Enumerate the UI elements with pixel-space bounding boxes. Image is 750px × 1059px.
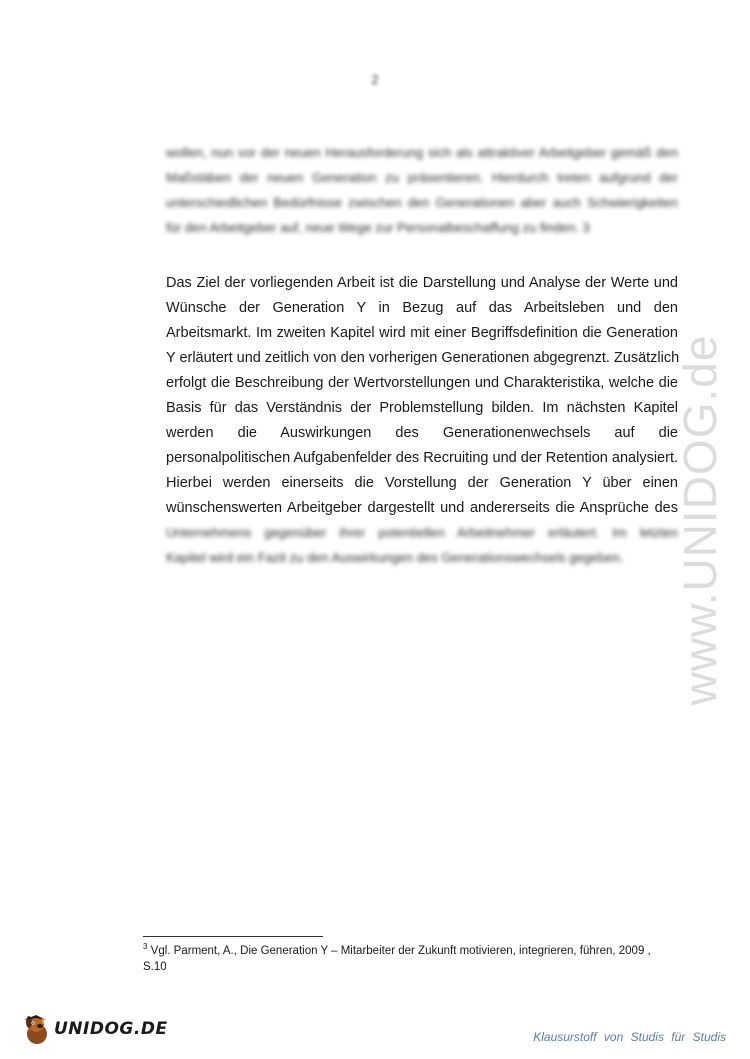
main-paragraph-line: Arbeitsmarkt. Im zweiten Kapitel wird mit einer Begriffsdefinition die Generation: [166, 325, 678, 341]
footnote-line-2: S.10: [143, 961, 167, 973]
logo-text: UNIDOG.DE: [54, 1019, 168, 1039]
page-number: 2: [371, 72, 379, 87]
main-paragraph-line: Hierbei werden einerseits die Vorstellung der Generation Y über einen: [166, 475, 678, 491]
main-paragraph: [166, 271, 678, 521]
blurred-tail-paragraph: [166, 520, 678, 570]
footnote-line-1: Vgl. Parment, A., Die Generation Y – Mitarbeiter der Zukunft motivieren, integrieren, führen, 2009 ,: [150, 945, 651, 957]
main-paragraph-line: werden die Auswirkungen des Generationenwechsels auf die: [166, 425, 678, 441]
blurred-tail-line: Unternehmens gegenüber ihrer potentiellen Arbeitnehmer erläutert. Im letzten: [166, 525, 678, 540]
main-paragraph-line: Basis für das Verständnis der Problemstellung bilden. Im nächsten Kapitel: [166, 400, 678, 416]
main-paragraph-line: wünschenswerten Arbeitgeber dargestellt und andererseits die Ansprüche des: [166, 500, 678, 516]
footer-tagline: Klausurstoff von Studis für Studis: [533, 1030, 726, 1044]
main-paragraph-line: erfolgt die Beschreibung der Wertvorstellungen und Charakteristika, welche die: [166, 375, 678, 391]
blurred-tail-line: Kapitel wird ein Fazit zu den Auswirkungen des Generationswechsels gegeben.: [166, 550, 624, 565]
blurred-intro-paragraph: wollen, nun vor der neuen Herausforderung sich als attraktiver Arbeitgeber gemäß den Maßstäben der neuen Generation zu präsentieren. Hierdurch treten aufgrund der unterschiedlichen Bedürfnisse zwischen den Generationen aber auch Schwierigkeiten für den Arbeitgeber auf, neue Wege zur Personalbeschaffung zu finden. 3: [166, 145, 678, 235]
footnote-marker: 3: [143, 942, 148, 952]
footnote: [143, 943, 688, 975]
footnote-rule: [143, 936, 323, 937]
main-paragraph-line: Wünsche der Generation Y in Bezug auf das Arbeitsleben und den: [166, 300, 678, 316]
main-paragraph-line: Y erläutert und zeitlich von den vorherigen Generationen abgegrenzt. Zusätzlich: [166, 350, 680, 366]
main-paragraph-line: Das Ziel der vorliegenden Arbeit ist die Darstellung und Analyse der Werte und: [166, 275, 678, 291]
watermark-text: www.UNIDOG.de: [674, 334, 726, 706]
dog-mascot-icon: [22, 1012, 52, 1046]
unidog-logo[interactable]: [22, 1012, 168, 1046]
main-paragraph-line: personalpolitischen Aufgabenfelder des Recruiting und der Retention analysiert.: [166, 450, 678, 466]
